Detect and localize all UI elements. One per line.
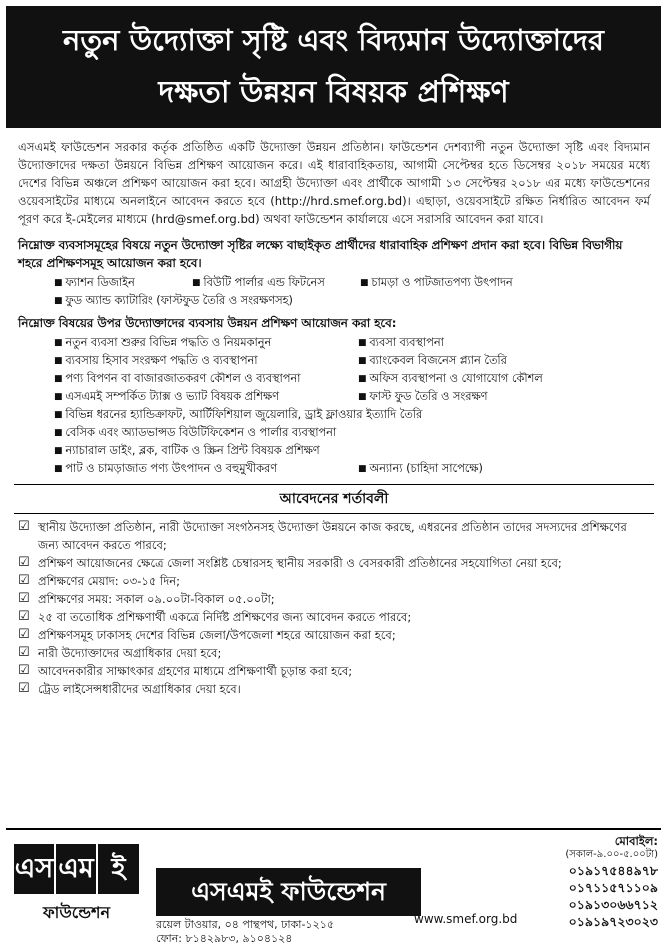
checkbox-icon: ☑ [18,627,30,642]
checkbox-icon: ☑ [18,681,30,696]
list-item: ■ অফিস ব্যবস্থাপনা ও যোগাযোগ কৌশল [358,370,654,388]
list-item: ■ নতুন ব্যবসা শুরুর বিভিন্ন পদ্ধতি ও নিয়মকানুন [54,334,350,352]
header-banner [6,6,661,128]
phone: ফোন: ৮১৪২৯৮৩, ৯১০৪১২৪ [156,932,293,945]
list-item: ■ ব্যবসা ব্যবস্থাপনা [358,334,654,352]
term-text: প্রশিক্ষণের সময়: সকাল ০৯.০০টা-বিকাল ০৫.০০টা; [38,592,275,606]
website-link[interactable]: www.smef.org.bd [414,912,518,926]
term-item [18,608,650,626]
logo-part: এম [56,844,96,894]
checkbox-icon: ☑ [18,591,30,606]
term-text: আবেদনকারীর সাক্ষাৎকার গ্রহণের মাধ্যমে প্রশিক্ষণার্থী চূড়ান্ত করা হবে; [38,664,353,678]
footer [6,828,661,945]
mobile-title: মোবাইল: [614,834,658,848]
term-text: স্থানীয় উদ্যোক্তা প্রতিষ্ঠান, নারী উদ্যোক্তা সংগঠনসহ উদ্যোক্তা উন্নয়নে কাজ করছে, এধরনের প্রতিষ্ঠান তাদের সদস্যদের প্রশিক্ষণের জন্য আবেদন করতে পারবে; [38,520,627,552]
term-item [18,680,650,698]
mobile-hours: (সকাল-৯.০০-৫.০০টা) [565,849,658,860]
term-text: প্রশিক্ষণসমূহ ঢাকাসহ দেশের বিভিন্ন জেলা/উপজেলা শহরে আয়োজন করা হবে; [38,628,396,642]
mobile-block [528,834,658,930]
term-item [18,572,650,590]
term-text: ২৫ বা ততোধিক প্রশিক্ষণার্থী একত্রে নির্দিষ্ট প্রশিক্ষণের জন্য আবেদন করতে পারবে; [38,610,412,624]
list-item: ■ বেসিক এবং অ্যাডভান্সড বিউটিফিকেশন ও পার্লার ব্যবস্থাপনা [54,424,654,442]
intro-paragraph: এসএমই ফাউন্ডেশন সরকার কর্তৃক প্রতিষ্ঠিত একটি উদ্যোক্তা উন্নয়ন প্রতিষ্ঠান। ফাউন্ডেশন দেশব্যাপী নতুন উদ্যোক্তা সৃষ্টি এবং বিদ্যমান উদ্যোক্তাদের দক্ষতা উন্নয়নে বিভিন্ন প্রশিক্ষণ আয়োজন করে। এই ধারাবাহিকতায়, আগামী সেপ্টেম্বর হতে ডিসেম্বর ২০১৮ সময়ের মধ্যে দেশের বিভিন্ন অঞ্চলে প্রশিক্ষণ আয়োজন করা হবে। আগ্রহী উদ্যোক্তা এবং প্রার্থীকে আগামী ১৩ সেপ্টেম্বর ২০১৮ এর মধ্যে ফাউন্ডেশনের ওয়েবসাইটের মাধ্যমে অনলাইনে আবেদন করতে হবে (http://hrd.smef.org.bd)। এছাড়া, ওয়েবসাইটে রক্ষিত নির্ধারিত আবেদন ফর্ম পূরণ করে ই-মেইলের মাধ্যমে (hrd@smef.org.bd) অথবা ফাউন্ডেশন কার্যালয়ে এসে সরাসরি আবেদন করা যাবে। [18,140,650,226]
checkbox-icon: ☑ [18,573,30,588]
list-item: ■ বিউটি পার্লার এন্ড ফিটনেস [192,274,360,292]
list-item: ■ পাট ও চামড়াজাত পণ্য উৎপাদন ও বহুমুখীকরণ [54,460,350,478]
list-item: ■ ফ্যাশন ডিজাইন [54,274,192,292]
list-item: ■ অন্যান্য (চাহিদা সাপেক্ষে) [358,460,654,478]
term-text: ট্রেড লাইসেন্সধারীদের অগ্রাধিকার দেয়া হবে। [38,682,241,696]
checkbox-icon: ☑ [18,519,30,534]
term-item [18,590,650,608]
smef-logo [14,844,139,932]
term-item [18,644,650,662]
term-text: প্রশিক্ষণ আয়োজনের ক্ষেত্রে জেলা সংশ্লিষ্ট চেম্বারসহ স্থানীয় সরকারী ও বেসরকারী প্রতিষ্ঠানের সহযোগিতা নেয়া হবে; [38,556,562,570]
logo-caption: ফাউন্ডেশন [42,903,111,922]
mobile-number: ০১৯১৭৫৪৪৯৭৮ [568,863,658,878]
list-item: ■ এসএমই সম্পর্কিত ট্যাক্স ও ভ্যাট বিষয়ক প্রশিক্ষণ [54,388,350,406]
list-item: ■ ফাস্ট ফুড তৈরি ও সংরক্ষণ [358,388,654,406]
list-item: ■ চামড়া ও পাটজাতপণ্য উৎপাদন [360,274,654,292]
headline-line-1: নতুন উদ্যোক্তা সৃষ্টি এবং বিদ্যমান উদ্যোক্তাদের [63,23,604,57]
checkbox-icon: ☑ [18,663,30,678]
list-item: ■ বিভিন্ন ধরনের হ্যান্ডিক্রাফট, আর্টিফিশিয়াল জুয়েলারি, ড্রাই ফ্লাওয়ার ইত্যাদি তৈরি [54,406,654,424]
checkbox-icon: ☑ [18,645,30,660]
org-name: এসএমই ফাউন্ডেশন [156,868,421,916]
list-item: ■ ন্যাচারাল ডাইং, ব্লক, বাটিক ও স্ক্রিন প্রিন্ট বিষয়ক প্রশিক্ষণ [54,442,654,460]
section1-heading: নিম্নোক্ত ব্যবসাসমূহের বিষয়ে নতুন উদ্যোক্তা সৃষ্টির লক্ষ্যে বাছাইকৃত প্রার্থীদের ধারাবাহিক প্রশিক্ষণ প্রদান করা হবে। বিভিন্ন বিভাগীয় শহরে প্রশিক্ষণসমূহ আয়োজন করা হবে। [18,238,623,270]
term-item [18,626,650,644]
address-block [156,918,334,946]
checkbox-icon: ☑ [18,609,30,624]
mobile-number: ০১৯১৯৭২৩০২৩ [568,914,658,929]
address: রয়েল টাওয়ার, ০৪ পান্থপথ, ঢাকা-১২১৫ [156,918,334,931]
section1-list [54,274,654,310]
mobile-number: ০১৭১১৫৭১১০৯ [568,880,658,895]
term-text: নারী উদ্যোক্তাদের অগ্রাধিকার দেয়া হবে; [38,646,222,660]
checkbox-icon: ☑ [18,555,30,570]
logo-part: ই [98,844,139,894]
logo-part: এস [14,844,54,894]
terms-title: আবেদনের শর্তাবলী [14,484,654,514]
term-item [18,554,650,572]
headline-line-2: দক্ষতা উন্নয়ন বিষয়ক প্রশিক্ষণ [158,75,509,110]
term-item [18,662,650,680]
mobile-number: ০১৯১৩০৬৬৭১২ [568,897,658,912]
list-item: ■ পণ্য বিপণন বা বাজারজাতকরণ কৌশল ও ব্যবস্থাপনা [54,370,350,388]
section2-list [54,334,654,478]
terms-list [18,518,650,698]
section2-heading: নিম্নোক্ত বিষয়ের উপর উদ্যোক্তাদের ব্যবসায় উন্নয়ন প্রশিক্ষণ আয়োজন করা হবে: [18,316,397,330]
term-text: প্রশিক্ষণের মেয়াদ: ০৩-১৫ দিন; [38,574,181,588]
term-item [18,518,650,554]
list-item: ■ ব্যাংকেবল বিজনেস প্ল্যান তৈরি [358,352,654,370]
notice-body [14,138,654,698]
list-item: ■ ব্যবসায় হিসাব সংরক্ষণ পদ্ধতি ও ব্যবস্থাপনা [54,352,350,370]
list-item: ■ ফুড অ্যান্ড ক্যাটারিং (ফাস্টফুড তৈরি ও সংরক্ষণসহ) [54,292,654,310]
